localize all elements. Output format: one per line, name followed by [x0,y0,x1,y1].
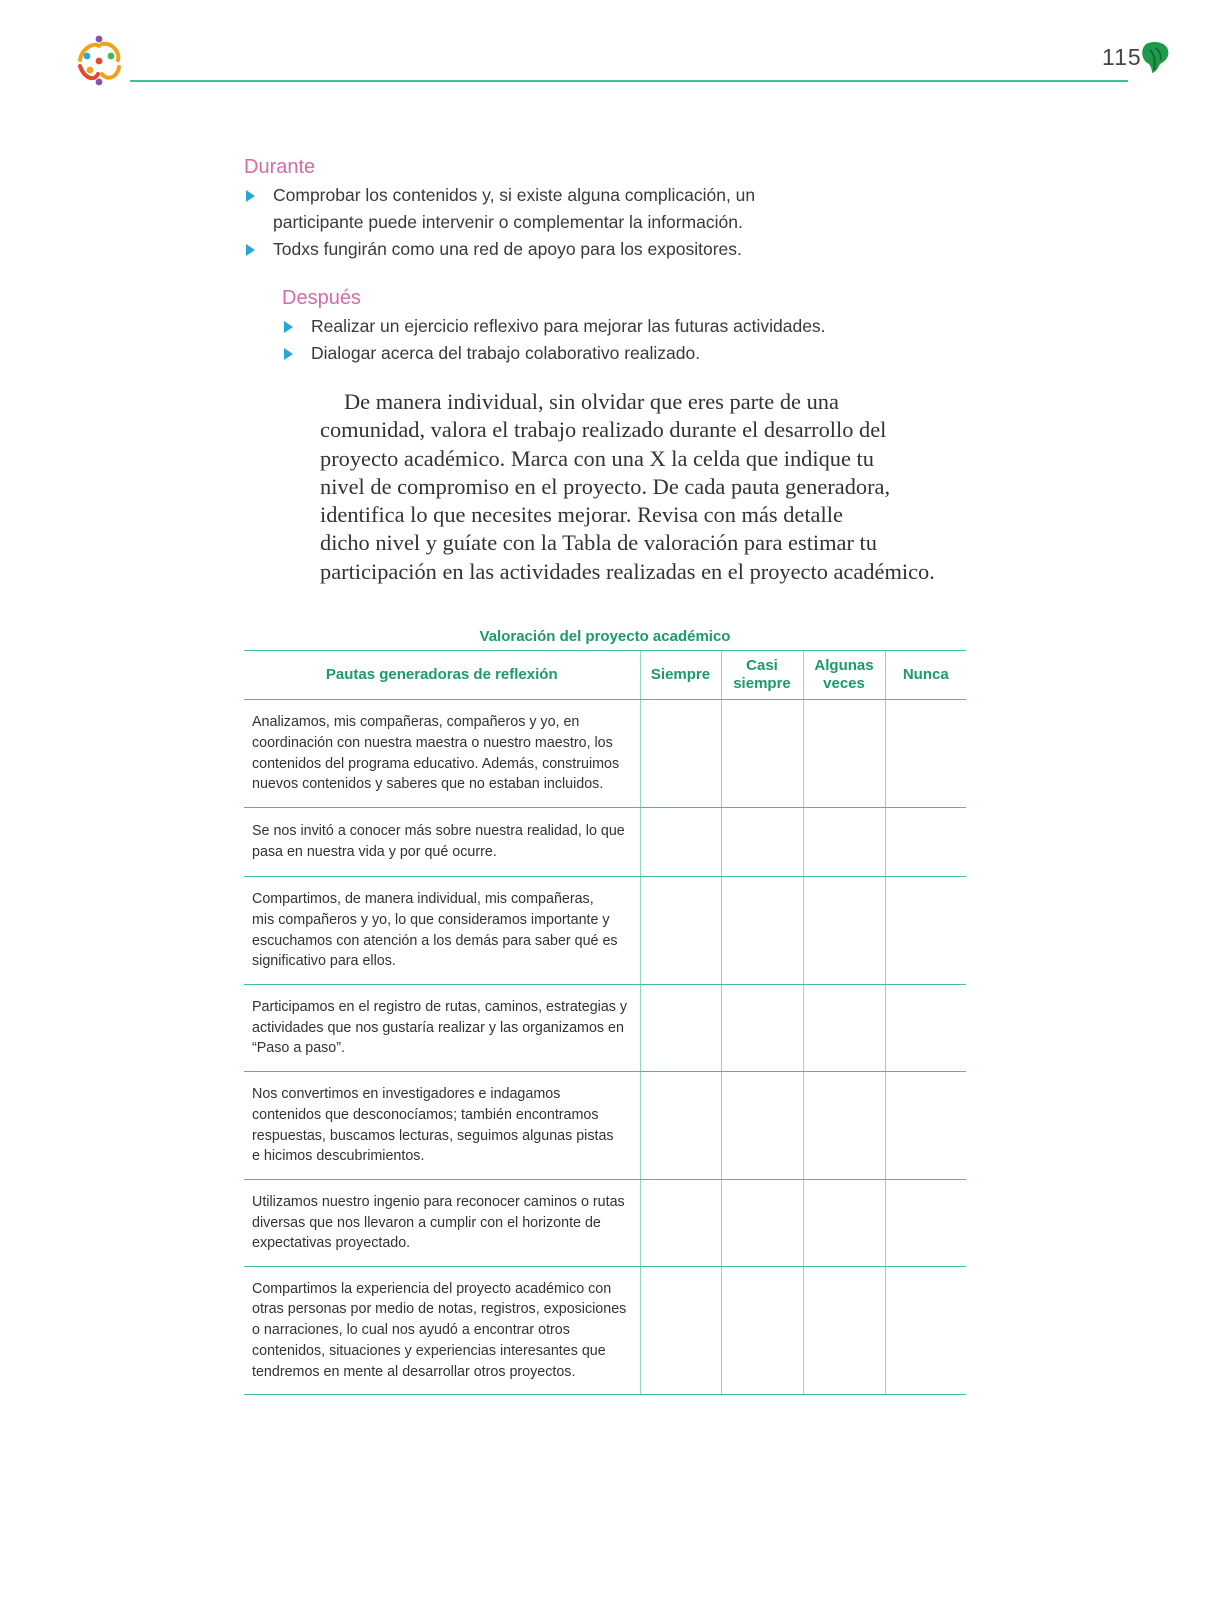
prompt-cell: Utilizamos nuestro ingenio para reconocer caminos o rutas diversas que nos llevaron a cumplir con el horizonte de expectativas proyectado. [244,1180,640,1267]
rating-cell-siempre[interactable] [640,985,721,1072]
list-item: Todxs fungirán como una red de apoyo para los expositores. [244,236,864,263]
evaluation-table [244,650,966,1395]
bullet-triangle-icon [246,244,255,256]
table-row [244,985,966,1072]
table-row [244,877,966,985]
rating-cell-algunas-veces[interactable] [803,985,885,1072]
column-header: Nunca [885,651,966,700]
rating-cell-siempre[interactable] [640,1267,721,1395]
community-logo-icon [72,34,126,88]
rating-cell-nunca[interactable] [885,1180,966,1267]
despues-title: Después [282,287,361,309]
rating-cell-casi-siempre[interactable] [721,808,803,877]
column-header: Siempre [640,651,721,700]
table-row [244,1072,966,1180]
rating-cell-nunca[interactable] [885,1267,966,1395]
rating-cell-casi-siempre[interactable] [721,1180,803,1267]
rating-cell-siempre[interactable] [640,1072,721,1180]
prompt-cell: Compartimos, de manera individual, mis compañeras, mis compañeros y yo, lo que consideramos importante y escuchamos con atención a los demás para saber qué es significativo para ellos. [244,877,640,985]
page-number: 115 [1102,44,1142,70]
rating-cell-siempre[interactable] [640,1180,721,1267]
table-row [244,808,966,877]
rating-cell-siempre[interactable] [640,700,721,808]
bullet-triangle-icon [284,321,293,333]
table-row [244,700,966,808]
header-rule [130,80,1128,82]
rating-cell-algunas-veces[interactable] [803,700,885,808]
rating-cell-algunas-veces[interactable] [803,1267,885,1395]
table-row [244,1267,966,1395]
rating-cell-algunas-veces[interactable] [803,877,885,985]
durante-list [244,182,864,263]
rating-cell-casi-siempre[interactable] [721,700,803,808]
rating-cell-siempre[interactable] [640,808,721,877]
rating-cell-algunas-veces[interactable] [803,808,885,877]
table-caption: Valoración del proyecto académico [479,628,731,645]
bullet-triangle-icon [284,348,293,360]
prompt-cell: Nos convertimos en investigadores e indagamos contenidos que desconocíamos; también encontramos respuestas, buscamos lecturas, seguimos algunas pistas e hicimos descubrimientos. [244,1072,640,1180]
rating-cell-casi-siempre[interactable] [721,985,803,1072]
prompt-cell: Participamos en el registro de rutas, caminos, estrategias y actividades que nos gustaría realizar y las organizamos en “Paso a paso”. [244,985,640,1072]
column-header: Pautas generadoras de reflexión [244,651,640,700]
list-item: Dialogar acerca del trabajo colaborativo realizado. [282,340,942,367]
rating-cell-nunca[interactable] [885,985,966,1072]
prompt-cell: Compartimos la experiencia del proyecto académico con otras personas por medio de notas, registros, exposiciones o narraciones, lo cual nos ayudó a encontrar otros contenidos, situaciones y experiencias interesantes que tendremos en mente al desarrollar otros proyectos. [244,1267,640,1395]
table-row [244,1180,966,1267]
prompt-cell: Se nos invitó a conocer más sobre nuestra realidad, lo que pasa en nuestra vida y por qué ocurre. [244,808,640,877]
column-header: Casi siempre [721,651,803,700]
column-header: Algunas veces [803,651,885,700]
rating-cell-algunas-veces[interactable] [803,1180,885,1267]
prompt-cell: Analizamos, mis compañeras, compañeros y yo, en coordinación con nuestra maestra o nuestro maestro, los contenidos del programa educativo. Además, construimos nuevos contenidos y saberes que no estaban incluidos. [244,700,640,808]
rating-cell-nunca[interactable] [885,700,966,808]
rating-cell-algunas-veces[interactable] [803,1072,885,1180]
rating-cell-nunca[interactable] [885,1072,966,1180]
rating-cell-siempre[interactable] [640,877,721,985]
despues-list [282,313,942,367]
durante-title: Durante [244,156,316,178]
rating-cell-nunca[interactable] [885,877,966,985]
intro-paragraph: De manera individual, sin olvidar que eres parte de una comunidad, valora el trabajo realizado durante el desarrollo del proyecto académico. Marca con una X la celda que indique tu nivel de compromiso en el proyecto. De cada pauta generadora, identifica lo que necesites mejorar. Revisa con más detalle dicho nivel y guíate con la Tabla de valoración para estimar tu participación en las actividades realizadas en el proyecto académico. [320,389,935,584]
rating-cell-casi-siempre[interactable] [721,877,803,985]
green-leaf-icon [1140,40,1170,74]
rating-cell-casi-siempre[interactable] [721,1072,803,1180]
rating-cell-casi-siempre[interactable] [721,1267,803,1395]
list-item: Realizar un ejercicio reflexivo para mejorar las futuras actividades. [282,313,942,340]
rating-cell-nunca[interactable] [885,808,966,877]
list-item: Comprobar los contenidos y, si existe alguna complicación, un participante puede intervenir o complementar la información. [244,182,864,236]
table-header-row [244,651,966,700]
bullet-triangle-icon [246,190,255,202]
